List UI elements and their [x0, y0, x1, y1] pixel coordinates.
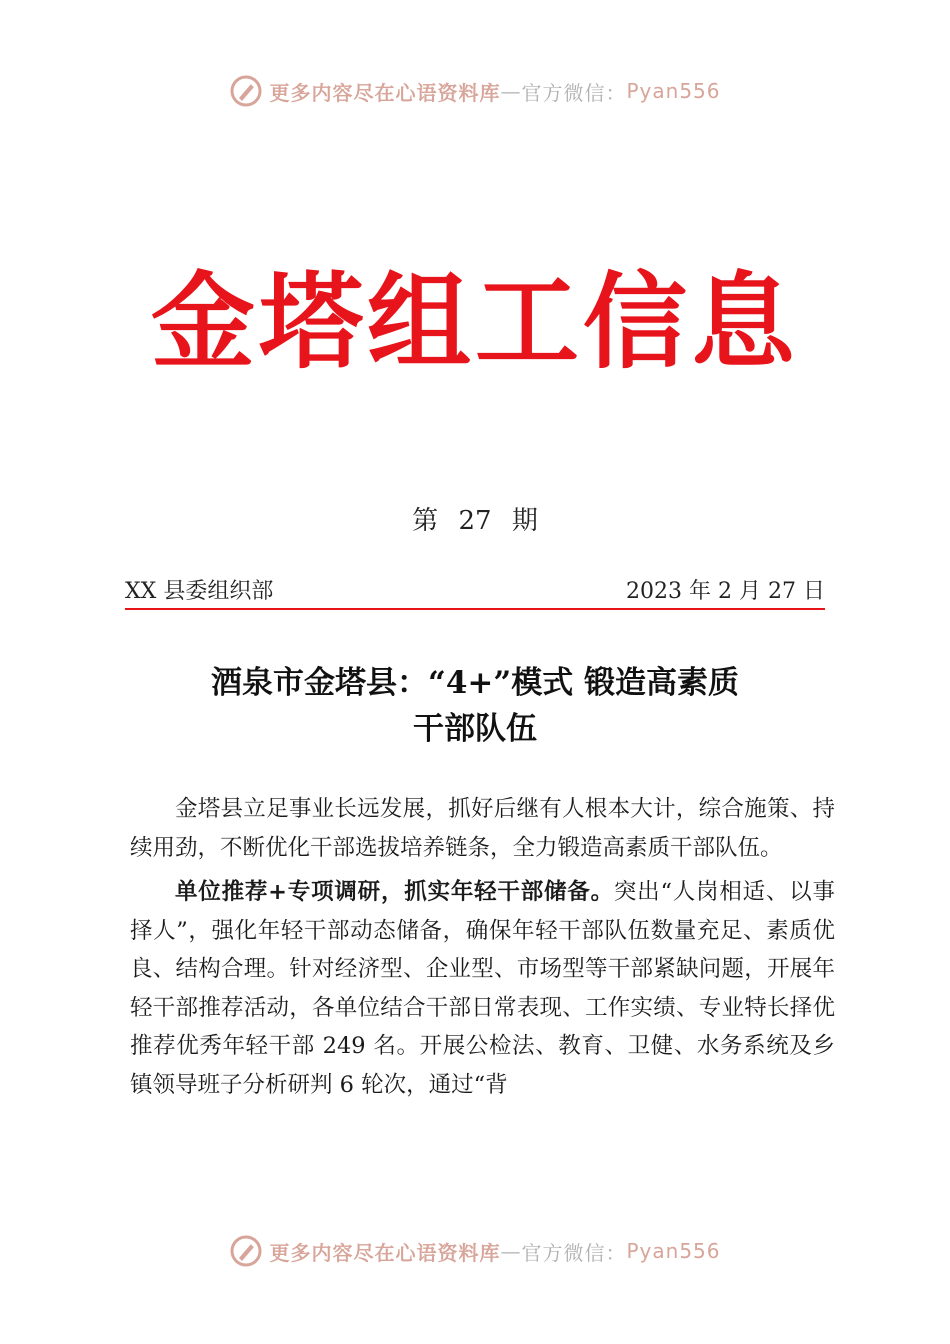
paragraph-section-1 [130, 873, 835, 1104]
masthead-title: 金塔组工信息 [150, 260, 799, 383]
watermark-sub-text: 官方微信： [521, 1240, 627, 1265]
watermark-footer [0, 1234, 950, 1268]
watermark-dash: — [500, 79, 522, 103]
watermark-id: Pyan556 [626, 79, 721, 103]
paragraph-intro: 金塔县立足事业长远发展，抓好后继有人根本大计，综合施策、持续用劲，不断优化干部选拔培养链条，全力锻造高素质干部队伍。 [130, 796, 835, 861]
article-title-line1: 酒泉市金塔县：“4+”模式 锻造高素质 [211, 665, 739, 701]
publisher-org: XX 县委组织部 [125, 579, 274, 604]
article-title [125, 660, 825, 752]
article-body [130, 790, 835, 1110]
meta-row [125, 574, 825, 605]
watermark-main-text: 更多内容尽在心语资料库 [269, 80, 501, 105]
publish-date: 2023 年 2 月 27 日 [626, 579, 825, 604]
issue-suffix: 期 [511, 506, 538, 536]
section-1-text: 突出“人岗相适、以事择人”，强化年轻干部动态储备，确保年轻干部队伍数量充足、素质优良、结构合理。针对经济型、企业型、市场型等干部紧缺问题，开展年轻干部推荐活动，各单位结合干部日常表现、工作实绩、专业特长择优推荐优秀年轻干部 249 名。开展公检法、教育、卫健、水务系统及乡镇领导班子分析研判 6 轮次，通过“背 [130, 879, 835, 1098]
pen-logo-icon [229, 1234, 263, 1268]
issue-prefix: 第 [412, 506, 439, 536]
header-divider [125, 608, 825, 610]
issue-number [0, 500, 950, 537]
watermark-id: Pyan556 [626, 1239, 721, 1263]
article-title-line2: 干部队伍 [413, 711, 537, 747]
watermark-dash: — [500, 1239, 522, 1263]
watermark-sub-text: 官方微信： [521, 80, 627, 105]
watermark-main-text: 更多内容尽在心语资料库 [269, 1240, 501, 1265]
watermark-header [0, 74, 950, 108]
section-1-heading: 单位推荐+专项调研，抓实年轻干部储备。 [175, 879, 614, 905]
pen-logo-icon [229, 74, 263, 108]
issue-value: 27 [458, 506, 492, 536]
